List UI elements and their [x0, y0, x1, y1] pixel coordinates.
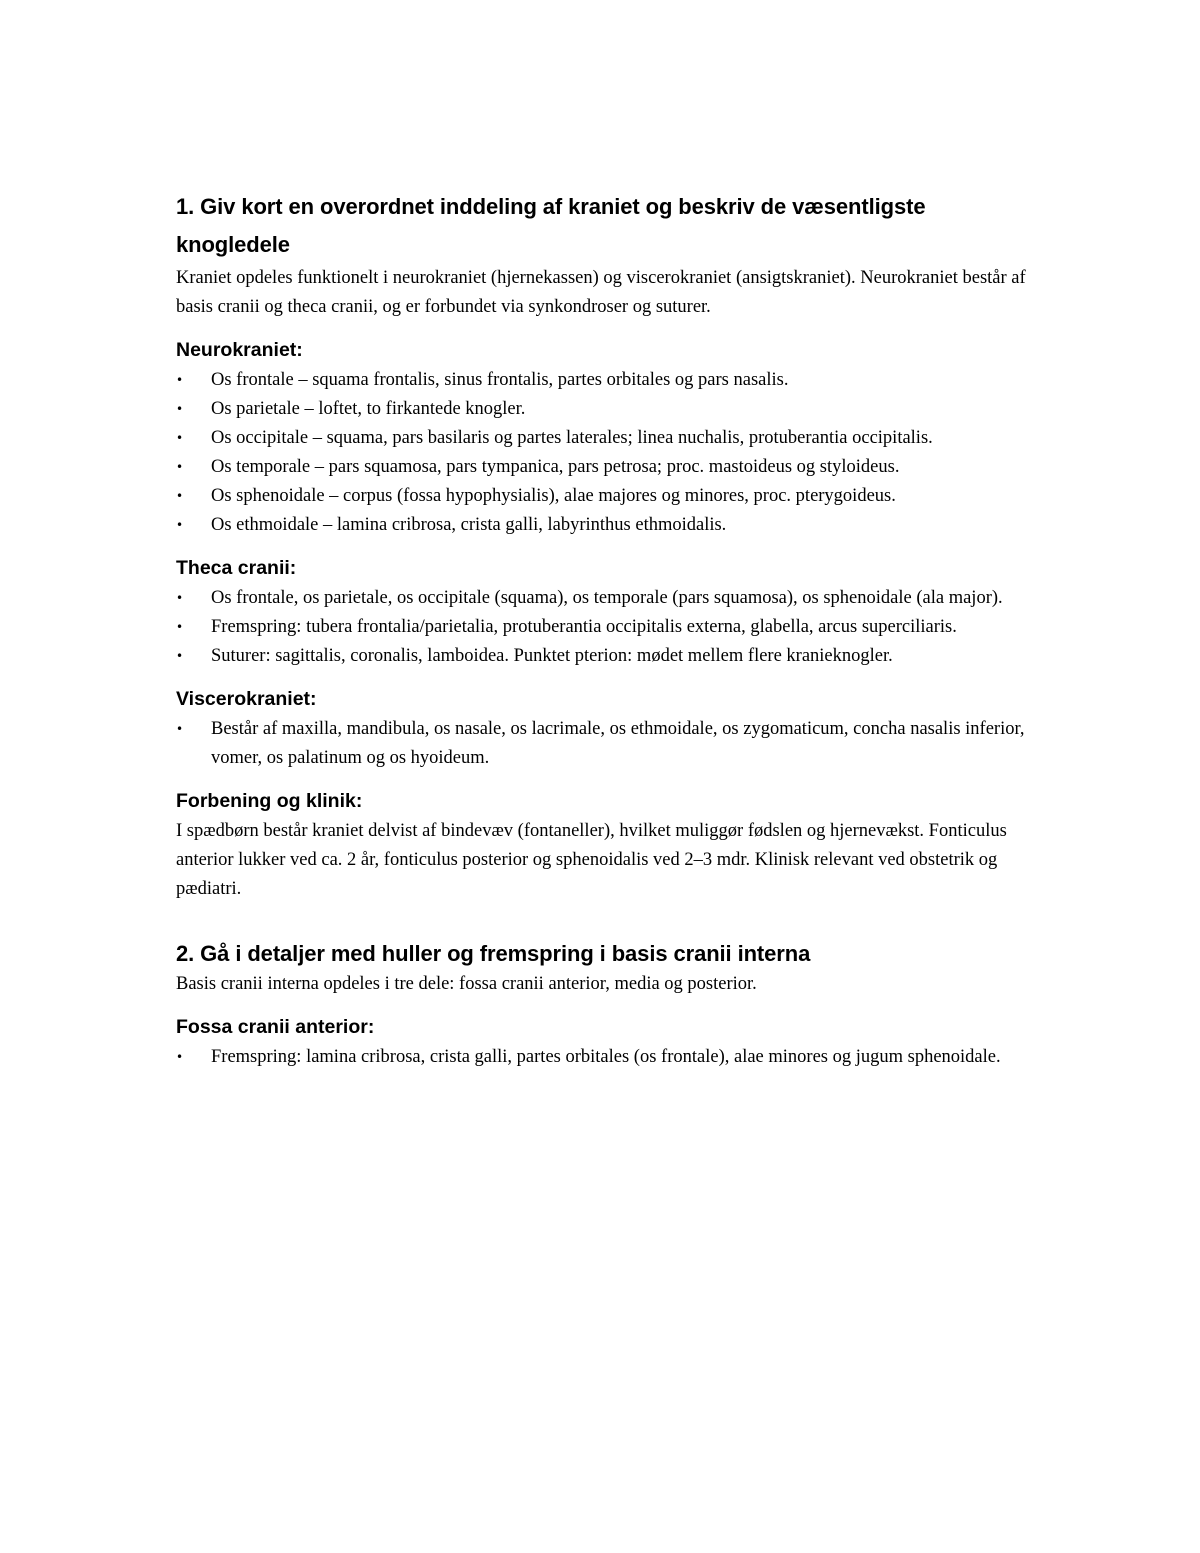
forbening-text: I spædbørn består kraniet delvist af bindevæv (fontaneller), hvilket muliggør fødslen og hjernevækst. Fonticulus anterior lukker ved ca. 2 år, fonticulus posterior og sphenoidalis ved 2–3 mdr. Klinisk relevant ved obstetrik og pædiatri. [176, 821, 1007, 899]
section2-heading: 2. Gå i detaljer med huller og fremspring i basis cranii interna [176, 941, 811, 966]
list-item [176, 424, 1026, 453]
bullet-icon: • [176, 591, 184, 605]
section2-intro: Basis cranii interna opdeles i tre dele: fossa cranii anterior, media og posterior. [176, 974, 757, 994]
viscerokraniet-heading: Viscerokraniet: [176, 688, 317, 710]
list-item-text: Os frontale – squama frontalis, sinus frontalis, partes orbitales og pars nasalis. [211, 370, 789, 390]
section1-intro: Kraniet opdeles funktionelt i neurokraniet (hjernekassen) og viscerokraniet (ansigtskraniet). Neurokraniet består af basis cranii og theca cranii, og er forbundet via synkondroser og suturer. [176, 268, 1026, 317]
bullet-icon: • [176, 649, 184, 663]
bullet-icon: • [176, 431, 184, 445]
bullet-icon: • [176, 489, 184, 503]
list-item [176, 366, 1026, 395]
list-item [176, 642, 1026, 671]
list-item-text: Os parietale – loftet, to firkantede knogler. [211, 399, 526, 419]
list-item-text: Består af maxilla, mandibula, os nasale, os lacrimale, os ethmoidale, os zygomaticum, concha nasalis inferior, vomer, os palatinum og os hyoideum. [211, 719, 1025, 768]
section1-heading: 1. Giv kort en overordnet inddeling af kraniet og beskriv de væsentligste knogledele [176, 194, 926, 257]
list-item-text: Fremspring: tubera frontalia/parietalia, protuberantia occipitalis externa, glabella, arcus superciliaris. [211, 617, 957, 637]
list-item [176, 453, 1026, 482]
fossa-anterior-heading: Fossa cranii anterior: [176, 1016, 375, 1038]
list-item-text: Os ethmoidale – lamina cribrosa, crista galli, labyrinthus ethmoidalis. [211, 515, 727, 535]
list-item-text: Os temporale – pars squamosa, pars tympanica, pars petrosa; proc. mastoideus og styloideus. [211, 457, 900, 477]
bullet-icon: • [176, 460, 184, 474]
list-item [176, 395, 1026, 424]
list-item [176, 715, 1026, 773]
bullet-icon: • [176, 373, 184, 387]
fossa-anterior-list [176, 1043, 1026, 1072]
viscerokraniet-list [176, 715, 1026, 773]
theca-cranii-heading: Theca cranii: [176, 557, 297, 579]
bullet-icon: • [176, 1050, 184, 1064]
neurokraniet-heading: Neurokraniet: [176, 339, 303, 361]
bullet-icon: • [176, 620, 184, 634]
bullet-icon: • [176, 722, 184, 736]
list-item [176, 584, 1026, 613]
bullet-icon: • [176, 518, 184, 532]
list-item-text: Fremspring: lamina cribrosa, crista galli, partes orbitales (os frontale), alae minores og jugum sphenoidale. [211, 1047, 1001, 1067]
list-item [176, 511, 1026, 540]
forbening-heading: Forbening og klinik: [176, 790, 363, 812]
list-item-text: Suturer: sagittalis, coronalis, lamboidea. Punktet pterion: mødet mellem flere kranieknogler. [211, 646, 893, 666]
list-item [176, 613, 1026, 642]
list-item-text: Os occipitale – squama, pars basilaris og partes laterales; linea nuchalis, protuberantia occipitalis. [211, 428, 933, 448]
bullet-icon: • [176, 402, 184, 416]
list-item-text: Os sphenoidale – corpus (fossa hypophysialis), alae majores og minores, proc. pterygoideus. [211, 486, 896, 506]
document-page [176, 188, 1026, 1072]
list-item [176, 1043, 1026, 1072]
list-item [176, 482, 1026, 511]
list-item-text: Os frontale, os parietale, os occipitale (squama), os temporale (pars squamosa), os sphenoidale (ala major). [211, 588, 1003, 608]
neurokraniet-list [176, 366, 1026, 540]
theca-cranii-list [176, 584, 1026, 671]
